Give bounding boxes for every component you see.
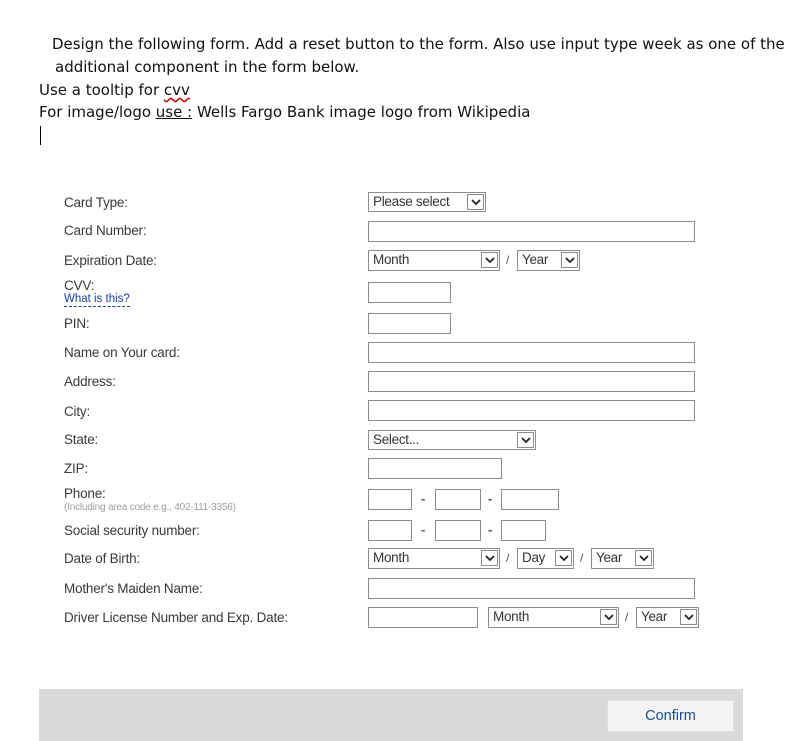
card-type-label: Card Type:	[64, 195, 128, 210]
ssn-label: Social security number:	[64, 523, 200, 538]
card-number-input[interactable]	[368, 221, 695, 242]
cvv-input[interactable]	[368, 282, 451, 303]
cvv-label: CVV:	[64, 278, 95, 293]
exp-year-select[interactable]	[517, 250, 580, 271]
dob-day-select[interactable]	[517, 548, 574, 569]
chevron-down-icon	[561, 252, 578, 268]
address-label: Address:	[64, 374, 116, 389]
ssn-dash-1: -	[421, 522, 426, 537]
ssn-dash-2: -	[488, 522, 493, 537]
license-label: Driver License Number and Exp. Date:	[64, 610, 288, 625]
license-month-value: Month	[493, 609, 530, 624]
dob-slash-2: /	[580, 551, 584, 565]
instruction-line-2: additional component in the form below.	[55, 58, 360, 76]
phone-line-input[interactable]	[501, 489, 559, 510]
card-number-label: Card Number:	[64, 223, 147, 238]
exp-month-select[interactable]	[368, 250, 500, 271]
license-number-input[interactable]	[368, 607, 478, 628]
expiration-label: Expiration Date:	[64, 253, 157, 268]
chevron-down-icon	[481, 550, 498, 566]
exp-slash: /	[506, 253, 510, 267]
chevron-down-icon	[600, 609, 617, 625]
city-input[interactable]	[368, 400, 695, 421]
pin-input[interactable]	[368, 313, 451, 334]
dob-label: Date of Birth:	[64, 551, 140, 566]
city-label: City:	[64, 404, 91, 419]
state-label: State:	[64, 432, 99, 447]
instruction-use-word: use :	[155, 103, 193, 121]
license-year-select[interactable]	[636, 607, 699, 628]
zip-label: ZIP:	[64, 461, 88, 476]
instruction-line-3-prefix: Use a tooltip for	[39, 81, 164, 99]
pin-label: PIN:	[64, 316, 90, 331]
text-cursor	[40, 126, 41, 145]
license-year-value: Year	[641, 609, 668, 624]
dob-slash-1: /	[506, 551, 510, 565]
confirm-button[interactable]: Confirm	[607, 700, 734, 732]
instruction-line-4-prefix: For image/logo	[39, 103, 156, 121]
chevron-down-icon	[481, 252, 498, 268]
dob-day-value: Day	[522, 550, 546, 565]
maiden-name-input[interactable]	[368, 578, 695, 599]
chevron-down-icon	[555, 550, 572, 566]
instruction-line-3	[39, 80, 190, 100]
instruction-cvv-word: cvv	[163, 81, 190, 99]
name-on-card-input[interactable]	[368, 342, 695, 363]
phone-dash-2: -	[488, 491, 493, 506]
instruction-line-1: Design the following form. Add a reset button to the form. Also use input type week as one of the	[52, 35, 785, 53]
zip-input[interactable]	[368, 458, 502, 479]
ssn-part-3-input[interactable]	[501, 520, 546, 541]
exp-month-value: Month	[373, 252, 410, 267]
maiden-label: Mother's Maiden Name:	[64, 581, 203, 596]
phone-area-input[interactable]	[368, 489, 412, 510]
chevron-down-icon	[635, 550, 652, 566]
license-month-select[interactable]	[488, 607, 619, 628]
chevron-down-icon	[517, 432, 534, 448]
dob-month-select[interactable]	[368, 548, 500, 569]
exp-year-value: Year	[522, 252, 549, 267]
card-type-value: Please select	[373, 194, 450, 209]
phone-label: Phone:	[64, 486, 106, 501]
ssn-part-2-input[interactable]	[435, 520, 481, 541]
license-slash: /	[625, 610, 629, 624]
cvv-help-link[interactable]: What is this?	[64, 293, 130, 305]
address-input[interactable]	[368, 371, 695, 392]
name-label: Name on Your card:	[64, 345, 180, 360]
ssn-part-1-input[interactable]	[368, 520, 412, 541]
dob-year-value: Year	[596, 550, 623, 565]
dob-month-value: Month	[373, 550, 410, 565]
chevron-down-icon	[467, 194, 484, 210]
instruction-line-4	[39, 102, 530, 122]
instruction-line-4-suffix: Wells Fargo Bank image logo from Wikipedia	[192, 103, 531, 121]
phone-dash-1: -	[421, 491, 426, 506]
dob-year-select[interactable]	[591, 548, 654, 569]
phone-hint: (Including area code e.g., 402-111-3356)	[64, 502, 236, 513]
state-select[interactable]	[368, 430, 536, 450]
chevron-down-icon	[680, 609, 697, 625]
card-type-select[interactable]	[368, 192, 486, 212]
state-value: Select...	[373, 432, 420, 447]
phone-prefix-input[interactable]	[435, 489, 481, 510]
